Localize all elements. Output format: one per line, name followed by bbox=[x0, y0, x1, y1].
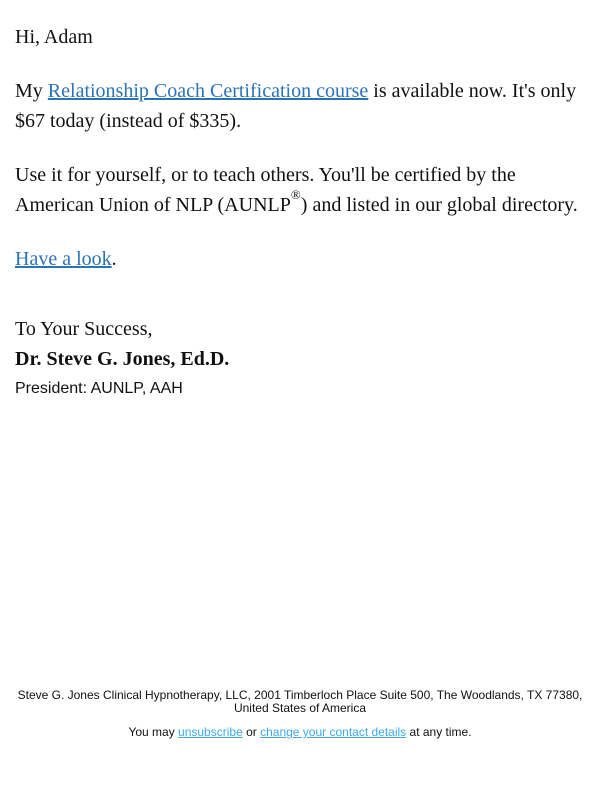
unsubscribe-link[interactable]: unsubscribe bbox=[178, 725, 243, 739]
paragraph-course-offer-prefix: My bbox=[15, 80, 48, 102]
signoff-title: President: AUNLP, AAH bbox=[15, 380, 183, 397]
paragraph-have-a-look bbox=[15, 244, 585, 274]
registered-mark: ® bbox=[290, 187, 301, 203]
change-contact-details-link[interactable]: change your contact details bbox=[260, 725, 407, 739]
footer-middle: or bbox=[242, 725, 261, 739]
course-link[interactable]: Relationship Coach Certification course bbox=[47, 80, 369, 102]
email-footer bbox=[15, 689, 585, 739]
footer-suffix: at any time. bbox=[406, 725, 472, 739]
signoff-closing: To Your Success, bbox=[15, 318, 153, 340]
paragraph-certification bbox=[15, 160, 585, 220]
signoff-name: Dr. Steve G. Jones, Ed.D. bbox=[15, 348, 230, 370]
paragraph-course-offer-suffix: is available now. It's only $67 today (instead of $335). bbox=[15, 80, 577, 132]
paragraph-course-offer bbox=[15, 76, 585, 136]
paragraph-certification-suffix: ) and listed in our global directory. bbox=[300, 194, 578, 216]
footer-preferences bbox=[15, 726, 585, 739]
footer-prefix: You may bbox=[128, 725, 179, 739]
signoff bbox=[15, 314, 585, 404]
greeting: Hi, Adam bbox=[15, 26, 93, 48]
paragraph-certification-prefix: Use it for yourself, or to teach others. You'll be certified by the American Union of NLP (AUNLP bbox=[15, 164, 516, 216]
footer-address: Steve G. Jones Clinical Hypnotherapy, LLC, 2001 Timberloch Place Suite 500, The Woodlands, TX 77380, United States of America bbox=[17, 688, 583, 715]
have-a-look-suffix: . bbox=[111, 248, 117, 270]
have-a-look-link[interactable]: Have a look bbox=[15, 248, 112, 270]
